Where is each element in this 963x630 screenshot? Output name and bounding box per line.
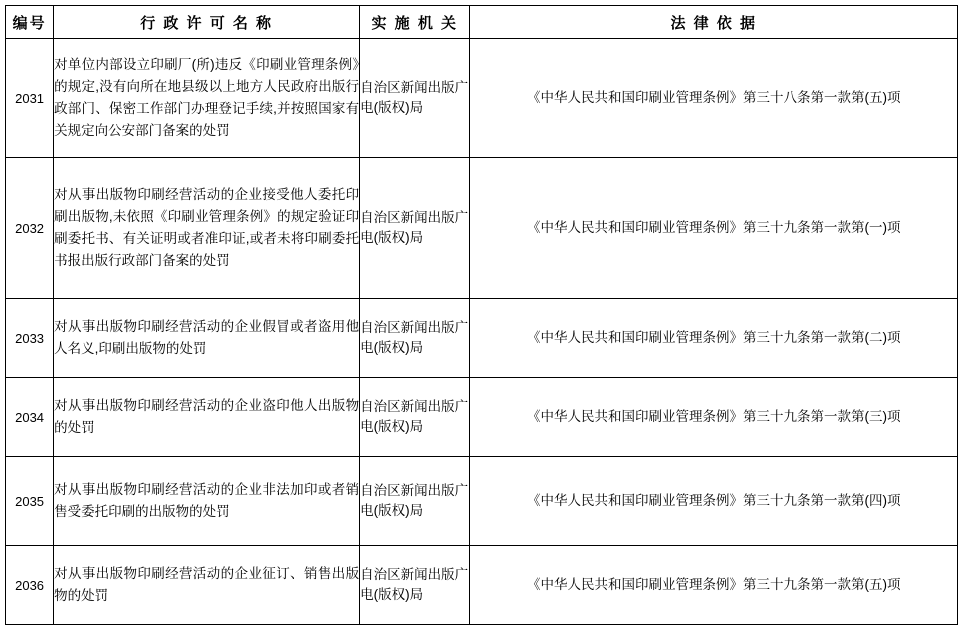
- cell-id: 2033: [6, 299, 54, 378]
- column-header-law: 法 律 依 据: [470, 6, 958, 39]
- cell-permit-name: 对单位内部设立印刷厂(所)违反《印刷业管理条例》的规定,没有向所在地县级以上地方人民政府出版行政部门、保密工作部门办理登记手续,并按照国家有关规定向公安部门备案的处罚: [54, 39, 360, 158]
- cell-permit-name: 对从事出版物印刷经营活动的企业盗印他人出版物的处罚: [54, 378, 360, 457]
- cell-legal-basis: 《中华人民共和国印刷业管理条例》第三十九条第一款第(五)项: [470, 546, 958, 625]
- cell-permit-name: 对从事出版物印刷经营活动的企业非法加印或者销售受委托印刷的出版物的处罚: [54, 457, 360, 546]
- table-row: [6, 378, 958, 457]
- cell-organization: 自治区新闻出版广电(版权)局: [360, 378, 470, 457]
- cell-id: 2035: [6, 457, 54, 546]
- cell-permit-name: 对从事出版物印刷经营活动的企业假冒或者盗用他人名义,印刷出版物的处罚: [54, 299, 360, 378]
- cell-legal-basis: 《中华人民共和国印刷业管理条例》第三十九条第一款第(四)项: [470, 457, 958, 546]
- cell-id: 2036: [6, 546, 54, 625]
- cell-organization: 自治区新闻出版广电(版权)局: [360, 457, 470, 546]
- table-row: [6, 39, 958, 158]
- column-header-name: 行 政 许 可 名 称: [54, 6, 360, 39]
- column-header-id: 编号: [6, 6, 54, 39]
- cell-legal-basis: 《中华人民共和国印刷业管理条例》第三十八条第一款第(五)项: [470, 39, 958, 158]
- cell-organization: 自治区新闻出版广电(版权)局: [360, 546, 470, 625]
- cell-legal-basis: 《中华人民共和国印刷业管理条例》第三十九条第一款第(二)项: [470, 299, 958, 378]
- column-header-org: 实 施 机 关: [360, 6, 470, 39]
- table-header: [6, 6, 958, 39]
- table-row: [6, 299, 958, 378]
- cell-legal-basis: 《中华人民共和国印刷业管理条例》第三十九条第一款第(一)项: [470, 158, 958, 299]
- cell-organization: 自治区新闻出版广电(版权)局: [360, 39, 470, 158]
- cell-legal-basis: 《中华人民共和国印刷业管理条例》第三十九条第一款第(三)项: [470, 378, 958, 457]
- table-row: [6, 158, 958, 299]
- cell-organization: 自治区新闻出版广电(版权)局: [360, 158, 470, 299]
- cell-permit-name: 对从事出版物印刷经营活动的企业征订、销售出版物的处罚: [54, 546, 360, 625]
- table-body: [6, 39, 958, 625]
- cell-organization: 自治区新闻出版广电(版权)局: [360, 299, 470, 378]
- cell-id: 2031: [6, 39, 54, 158]
- cell-permit-name: 对从事出版物印刷经营活动的企业接受他人委托印刷出版物,未依照《印刷业管理条例》的规定验证印刷委托书、有关证明或者准印证,或者未将印刷委托书报出版行政部门备案的处罚: [54, 158, 360, 299]
- cell-id: 2032: [6, 158, 54, 299]
- table-header-row: [6, 6, 958, 39]
- administrative-permit-table: [5, 5, 958, 625]
- table-row: [6, 546, 958, 625]
- table-row: [6, 457, 958, 546]
- cell-id: 2034: [6, 378, 54, 457]
